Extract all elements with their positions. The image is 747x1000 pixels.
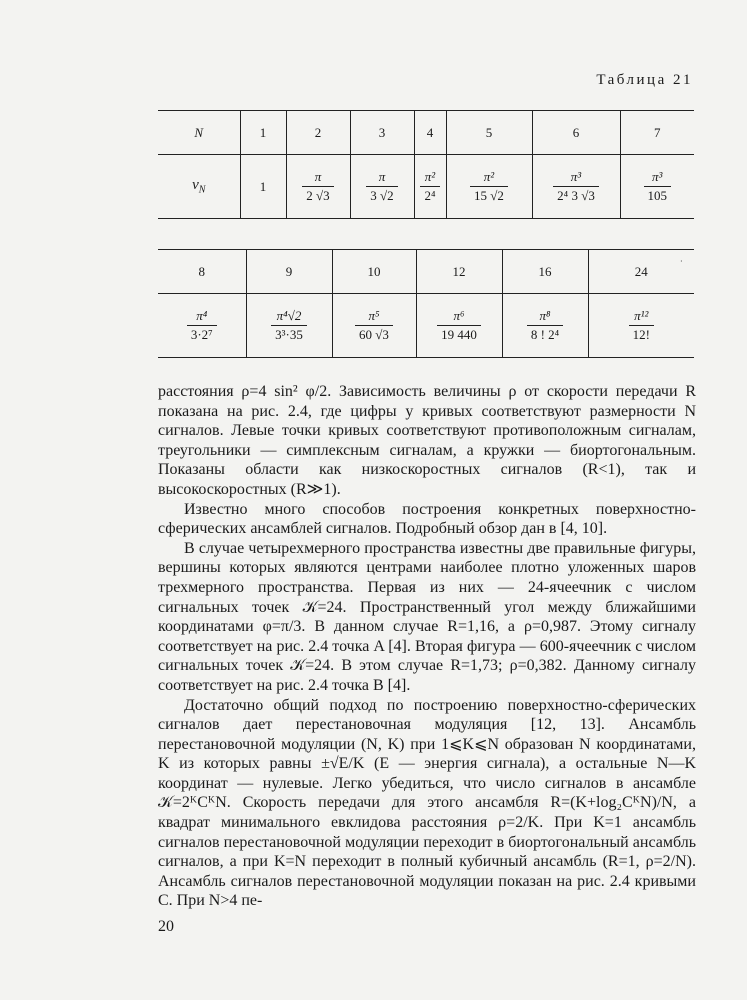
- dimension-table-top: [158, 110, 694, 219]
- value-cell: 1: [240, 155, 286, 219]
- row-label-nu: $\nu_N$: [192, 177, 206, 196]
- paragraph: В случае четырехмерного пространства известны две правильные фигуры, вершины которых являются центрами наиболее плотно уложенных шаров трехмерного пространства. Первая из них — 24-ячеечник с числом сигнальных точек 𝒦=24. Пространственный угол между ближайшими координатами φ=π/3. В данном случае R=1,16, а ρ=0,987. Этому сигналу соответствует на рис. 2.4 точка A [4]. Вторая фигура — 600-ячеечник с числом сигнальных точек 𝒦=24. В этом случае R=1,73; ρ=0,382. Данному сигналу соответствует на рис. 2.4 точка B [4].: [158, 539, 697, 694]
- header-cell: 12: [416, 250, 502, 294]
- header-cell: 24: [588, 250, 694, 294]
- header-cell: 9: [246, 250, 332, 294]
- paragraph: Известно много способов построения конкретных поверхностно-сферических ансамблей сигналов. Подробный обзор дан в [4, 10].: [158, 500, 696, 538]
- dimension-table-bottom: [158, 249, 694, 358]
- header-cell: 2: [286, 111, 350, 155]
- value-cell: $\frac{\text{π⁴√2}}{\text{3³·35}}$: [246, 294, 332, 358]
- table-value-row: [158, 155, 694, 219]
- value-cell: $\frac{\text{π⁵}}{60 √3}$: [332, 294, 416, 358]
- value-cell: $\frac{\text{π⁴}}{\text{3·2⁷}}$: [158, 294, 246, 358]
- header-cell: 7: [620, 111, 694, 155]
- header-cell: 6: [532, 111, 620, 155]
- table-caption: Таблица 21: [596, 72, 693, 88]
- header-cell: 5: [446, 111, 532, 155]
- header-cell: 8: [158, 250, 246, 294]
- value-cell: $\frac{\text{π²}}{\text{2⁴}}$: [414, 155, 446, 219]
- table-value-row: [158, 294, 694, 358]
- page-number: 20: [158, 918, 174, 935]
- table-header-row: [158, 250, 694, 294]
- value-cell: $\frac{\pi}{3 √2}$: [350, 155, 414, 219]
- header-cell: 1: [240, 111, 286, 155]
- table-header-row: [158, 111, 694, 155]
- value-cell: $\frac{\text{π⁸}}{\text{8 ! 2⁴}}$: [502, 294, 588, 358]
- value-cell: $\frac{\text{π⁶}}{19 440}$: [416, 294, 502, 358]
- value-cell: $\frac{\text{π¹²}}{12!}$: [588, 294, 694, 358]
- header-cell: 3: [350, 111, 414, 155]
- print-dot: ·: [680, 257, 683, 266]
- row-label-n: N: [158, 111, 240, 155]
- value-cell: $\frac{\pi}{2 √3}$: [286, 155, 350, 219]
- header-cell: 4: [414, 111, 446, 155]
- value-cell: $\frac{\text{π²}}{15 √2}$: [446, 155, 532, 219]
- paragraph: расстояния ρ=4 sin² φ/2. Зависимость величины ρ от скорости передачи R показана на рис. 2.4, где цифры у кривых соответствуют размерности N сигналов. Левые точки кривых соответствуют противоположным сигналам, треугольники — симплексным сигналам, а кружки — биортогональным. Показаны области как низкоскоростных сигналов (R<1), так и высокоскоростных (R≫1).: [158, 383, 696, 498]
- value-cell: $\frac{\text{π³}}{\text{2⁴ 3 √3}}$: [532, 155, 620, 219]
- body-text: [158, 382, 696, 911]
- header-cell: 10: [332, 250, 416, 294]
- paragraph: Достаточно общий подход по построению поверхностно-сферических сигналов дает перестановочная модуляция [12, 13]. Ансамбль перестановочной модуляции (N, K) при 1⩽K⩽N образован N координатами, K из которых равны ±√E/K (E — энергия сигнала), а остальные N—K координат — нулевые. Легко убедиться, что число сигналов в ансамбле 𝒦=2ᴷCᴷN. Скорость передачи для этого ансамбля R=(K+log₂CᴷN)/N, а квадрат минимального евклидова расстояния ρ=2/K. При K=1 ансамбль сигналов перестановочной модуляции переходит в биортогональный ансамбль сигналов, а при K=N переходит в полный кубичный ансамбль (R=1, ρ=2/N). Ансамбль сигналов перестановочной модуляции показан на рис. 2.4 кривыми C. При N>4 пе-: [158, 696, 696, 910]
- header-cell: 16: [502, 250, 588, 294]
- value-cell: $\frac{\text{π³}}{105}$: [620, 155, 694, 219]
